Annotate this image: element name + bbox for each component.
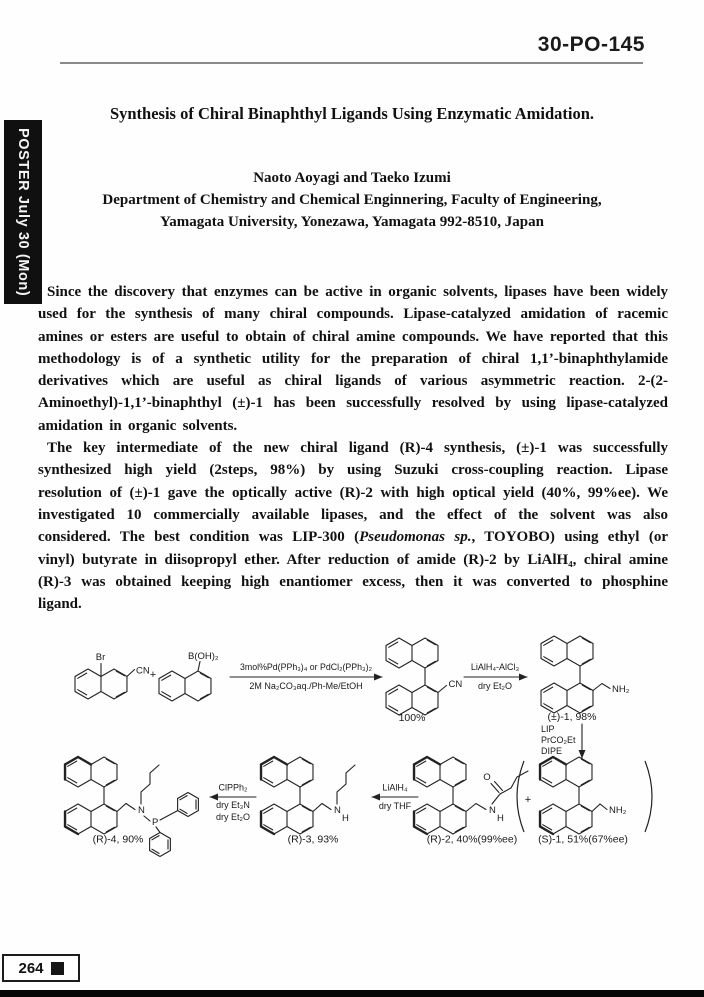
- page-number: 264: [18, 959, 44, 977]
- structure-amide-r2: [414, 757, 528, 846]
- structure-amine-r3: [261, 757, 355, 846]
- nitrogen-label-r2: N: [489, 805, 496, 816]
- abstract-p2-text-cont: , TOYOBO) using ethyl (or vinyl) butyrate in diisopropyl ether. After reduction of amide (R)-2 by LiAlH₄, chiral amine (R)-3 was obtained keeping high enantiomer excess, then it was converted to phosphine ligand.: [38, 529, 669, 613]
- lipase-label: LIP: [541, 724, 555, 734]
- coupling-solvent-label: 2M Na₂CO₃aq./Ph-Me/EtOH: [249, 681, 363, 691]
- compound-label-r2: (R)-2, 40%(99%ee): [426, 833, 518, 846]
- page-number-box: [2, 954, 80, 982]
- amine-label-rac1: NH₂: [612, 684, 630, 695]
- dipe-solvent-label: DIPE: [541, 746, 563, 756]
- footer-square-icon: [51, 962, 64, 975]
- plus-sign-reactants: +: [149, 669, 157, 681]
- coupling-reagent-label: 3mol%Pd(PPh₃)₄ or PdCl₂(PPh₃)₂: [240, 662, 372, 672]
- et2o-label: dry Et₂O: [215, 812, 251, 822]
- compound-label-s1: (S)-1, 51%(67%ee): [538, 833, 628, 846]
- right-parenthesis: [645, 761, 652, 832]
- structure-phosphine-r4: [65, 757, 198, 857]
- arrow-suzuki-coupling: [230, 662, 382, 691]
- yield-coupling-label: 100%: [398, 712, 426, 724]
- reduction2-solvent-label: dry THF: [378, 801, 412, 811]
- et3n-label: dry Et₃N: [216, 800, 250, 810]
- carbonyl-oxygen-label: O: [483, 772, 491, 783]
- bromo-label: Br: [95, 652, 106, 663]
- abstract-body: [38, 281, 668, 615]
- arrow-reduction-2: [372, 783, 418, 812]
- affiliation-line-1: Department of Chemistry and Chemical Enginnering, Faculty of Engineering,: [102, 192, 602, 208]
- compound-label-r4: (R)-4, 90%: [92, 833, 144, 846]
- phosphorus-label-r4: P: [152, 817, 159, 828]
- header-code: 30-PO-145: [537, 33, 645, 56]
- nitrile-label-product: CN: [448, 679, 463, 690]
- nitrogen-label-r3: N: [334, 805, 341, 816]
- structure-bromo-naphthyl-nitrile: [75, 652, 150, 699]
- nh-hydrogen-label-r2: H: [497, 813, 504, 824]
- abstract-paragraph-2: [38, 437, 668, 615]
- compound-label-r3: (R)-3, 93%: [287, 833, 339, 846]
- arrow-phosphinylation: [210, 783, 256, 823]
- nitrile-label-reactant: CN: [136, 665, 150, 677]
- acyl-donor-label: PrCO₂Et: [541, 735, 576, 745]
- page-title: Synthesis of Chiral Binaphthyl Ligands Using Enzymatic Amidation.: [109, 104, 595, 123]
- abstract-paragraph-1: Since the discovery that enzymes can be active in organic solvents, lipases have been widely used for the synthesis of many chiral compounds. Lipase-catalyzed amidation of racemic amines or esters are useful to obtain of chiral amine compounds. We have reported that this methodology is of a synthetic utility for the preparation of chiral 1,1’-binaphthylamide derivatives which are useful as chiral ligands of various asymmetric reaction. 2-(2-Aminoethyl)-1,1’-binaphthyl (±)-1 has been successfully resolved by using lipase-catalyzed amidation in organic solvents.: [38, 284, 668, 434]
- nitrogen-label-r4: N: [138, 805, 145, 816]
- reaction-scheme: [0, 620, 704, 880]
- species-name-italic: Pseudomonas sp.: [359, 529, 472, 546]
- reduction1-solvent-label: dry Et₂O: [477, 681, 513, 691]
- reduction2-reagent-label: LiAlH₄: [382, 782, 408, 793]
- boronic-acid-label: B(OH)₂: [188, 651, 219, 662]
- authors-line: Naoto Aoyagi and Taeko Izumi: [253, 170, 451, 186]
- arrow-reduction-1: [464, 662, 527, 691]
- affiliation-line-2: Yamagata University, Yonezawa, Yamagata 992-8510, Japan: [160, 214, 544, 230]
- nh-hydrogen-label-r3: H: [342, 813, 349, 824]
- structure-racemic-amine-1: [541, 636, 630, 723]
- left-parenthesis: [517, 761, 524, 832]
- structure-naphthyl-boronic-acid: [159, 651, 219, 701]
- scan-edge-strip: [0, 990, 704, 997]
- chlorophosphine-label: ClPPh₂: [218, 782, 248, 793]
- compound-label-rac1: (±)-1, 98%: [547, 711, 597, 723]
- structure-amine-s1: [538, 757, 628, 846]
- arrow-lipase-resolution: [541, 724, 582, 758]
- amine-label-s1: NH₂: [609, 805, 627, 816]
- reduction1-reagent-label: LiAlH₄-AlCl₃: [470, 662, 520, 672]
- header-rule: [60, 62, 643, 64]
- poster-session-label: POSTER July 30 (Mon): [15, 127, 31, 297]
- plus-sign-products: +: [524, 794, 532, 806]
- abstract-p2-text: The key intermediate of the new chiral ligand (R)-4 synthesis, (±)-1 was successfully synthesized high yield (2steps, 98%) by using Suzuki cross-coupling reaction. Lipase resolution of (±)-1 gave the optically active (R)-2 with high optical yield (40%, 99%ee). We investigated 10 commercially available lipases, and the effect of the solvent was also considered. The best condition was LIP-300 (: [38, 440, 668, 546]
- structure-binaphthyl-nitrile: [386, 638, 462, 724]
- poster-session-tab: [4, 120, 42, 304]
